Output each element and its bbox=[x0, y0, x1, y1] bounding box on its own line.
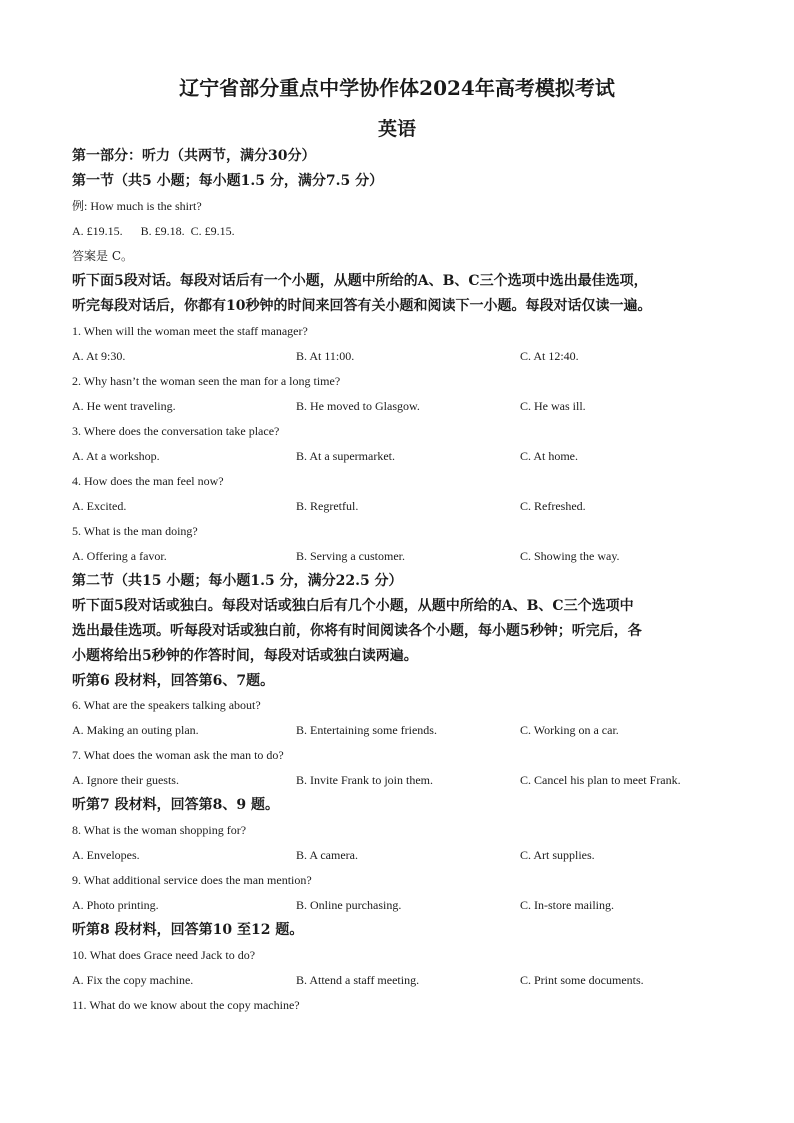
material-heading: 听第6 段材料，回答第6、7题。 bbox=[72, 673, 275, 689]
option-b: B. At a supermarket. bbox=[296, 449, 395, 463]
option-a: A. Envelopes. bbox=[72, 848, 140, 862]
material-heading: 听第8 段材料，回答第10 至12 题。 bbox=[72, 922, 304, 938]
option-a: A. Photo printing. bbox=[72, 898, 159, 912]
question-stem: 3. Where does the conversation take place? bbox=[72, 424, 280, 438]
exam-title: 辽宁省部分重点中学协作体2024年高考模拟考试 bbox=[179, 76, 615, 100]
option-b: B. At 11:00. bbox=[296, 349, 355, 363]
question-stem: 1. When will the woman meet the staff manager? bbox=[72, 324, 308, 338]
example-answer: 答案是 C。 bbox=[72, 249, 133, 263]
option-b: B. Invite Frank to join them. bbox=[296, 773, 433, 787]
section2-instruction-line: 听下面5段对话或独白。每段对话或独白后有几个小题，从题中所给的A、B、C三个选项中 bbox=[72, 598, 634, 614]
section1-instruction-line: 听完每段对话后，你都有10秒钟的时间来回答有关小题和阅读下一小题。每段对话仅读一遍。 bbox=[72, 298, 652, 314]
option-c: C. Refreshed. bbox=[520, 499, 586, 513]
option-c: C. Cancel his plan to meet Frank. bbox=[520, 773, 681, 787]
question-stem: 10. What does Grace need Jack to do? bbox=[72, 948, 256, 962]
question-stem: 5. What is the man doing? bbox=[72, 524, 198, 538]
question-stem: 6. What are the speakers talking about? bbox=[72, 698, 261, 712]
section1-instruction-line: 听下面5段对话。每段对话后有一个小题，从题中所给的A、B、C三个选项中选出最佳选项， bbox=[72, 273, 648, 289]
option-b: B. He moved to Glasgow. bbox=[296, 399, 420, 413]
option-c: C. At 12:40. bbox=[520, 349, 579, 363]
option-b: B. Entertaining some friends. bbox=[296, 723, 437, 737]
option-c: C. He was ill. bbox=[520, 399, 586, 413]
question-stem: 2. Why hasn’t the woman seen the man for a long time? bbox=[72, 374, 341, 388]
option-c: C. In-store mailing. bbox=[520, 898, 614, 912]
subject-title: 英语 bbox=[377, 118, 416, 140]
option-c: C. Working on a car. bbox=[520, 723, 619, 737]
question-stem: 4. How does the man feel now? bbox=[72, 474, 224, 488]
part1-heading: 第一部分：听力（共两节，满分30分） bbox=[72, 148, 316, 164]
question-stem: 8. What is the woman shopping for? bbox=[72, 823, 247, 837]
question-stem: 7. What does the woman ask the man to do? bbox=[72, 748, 284, 762]
option-a: A. At 9:30. bbox=[72, 349, 126, 363]
option-c: C. Art supplies. bbox=[520, 848, 595, 862]
material-heading: 听第7 段材料，回答第8、9 题。 bbox=[72, 797, 279, 813]
example-options: A. £19.15. B. £9.18. C. £9.15. bbox=[72, 224, 235, 238]
option-a: A. Offering a favor. bbox=[72, 549, 167, 563]
option-a: A. He went traveling. bbox=[72, 399, 176, 413]
question-stem: 11. What do we know about the copy machine? bbox=[72, 998, 300, 1012]
example-question: 例: How much is the shirt? bbox=[72, 199, 202, 213]
section2-instruction-line: 小题将给出5秒钟的作答时间，每段对话或独白读两遍。 bbox=[72, 648, 418, 664]
option-a: A. Ignore their guests. bbox=[72, 773, 179, 787]
option-c: C. At home. bbox=[520, 449, 579, 463]
option-b: B. A camera. bbox=[296, 848, 358, 862]
section1-heading: 第一节（共5 小题；每小题1.5 分，满分7.5 分） bbox=[72, 173, 384, 189]
question-stem: 9. What additional service does the man mention? bbox=[72, 873, 312, 887]
section2-heading: 第二节（共15 小题；每小题1.5 分，满分22.5 分） bbox=[72, 573, 403, 589]
option-a: A. Making an outing plan. bbox=[72, 723, 199, 737]
option-a: A. Fix the copy machine. bbox=[72, 973, 194, 987]
option-c: C. Print some documents. bbox=[520, 973, 644, 987]
option-a: A. At a workshop. bbox=[72, 449, 160, 463]
option-a: A. Excited. bbox=[72, 499, 127, 513]
option-b: B. Attend a staff meeting. bbox=[296, 973, 420, 987]
option-b: B. Regretful. bbox=[296, 499, 359, 513]
option-b: B. Online purchasing. bbox=[296, 898, 402, 912]
option-c: C. Showing the way. bbox=[520, 549, 620, 563]
section2-instruction-line: 选出最佳选项。听每段对话或独白前，你将有时间阅读各个小题，每小题5秒钟；听完后，各 bbox=[72, 623, 642, 639]
option-b: B. Serving a customer. bbox=[296, 549, 405, 563]
